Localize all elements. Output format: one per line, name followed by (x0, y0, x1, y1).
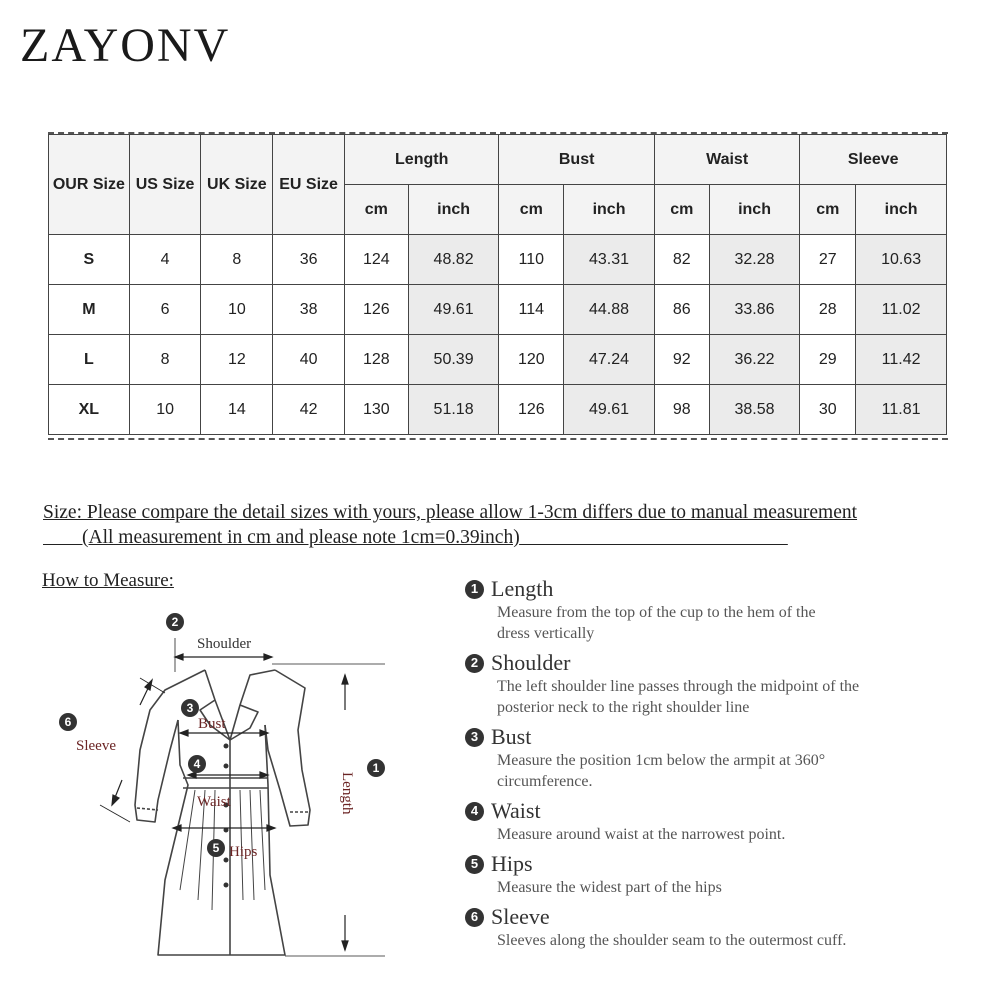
eu-size-cell: 36 (273, 235, 345, 285)
uk-size-cell: 14 (201, 385, 273, 435)
length-inch-cell: 50.39 (408, 335, 499, 385)
uk-size-cell: 8 (201, 235, 273, 285)
number-3-icon: 3 (465, 728, 484, 747)
sleeve-inch-cell: 11.42 (856, 335, 947, 385)
step-shoulder (465, 650, 985, 718)
how-to-measure-title: How to Measure: (42, 570, 174, 591)
length-cm-cell: 126 (344, 285, 408, 335)
waist-inch-cell: 38.58 (709, 385, 800, 435)
header-length: Length (344, 135, 498, 185)
waist-cm-cell: 98 (654, 385, 709, 435)
label-waist: Waist (197, 794, 231, 810)
uk-size-cell: 10 (201, 285, 273, 335)
conversion-text: (All measurement in cm and please note 1cm=0.39inch) (82, 527, 520, 548)
label-shoulder: Shoulder (197, 636, 252, 652)
bust-cm-cell: 120 (499, 335, 564, 385)
label-sleeve: Sleeve (76, 738, 116, 754)
header-eu-size: EU Size (273, 135, 345, 235)
table-row (49, 235, 947, 285)
size-cell: XL (49, 385, 130, 435)
table-row (49, 385, 947, 435)
label-bust: Bust (198, 716, 226, 732)
header-waist: Waist (654, 135, 800, 185)
header-length-cm: cm (344, 185, 408, 235)
diagram-num-4-text: 4 (193, 757, 201, 771)
length-cm-cell: 128 (344, 335, 408, 385)
header-bust: Bust (499, 135, 654, 185)
step-title: Bust (491, 724, 532, 749)
length-cm-cell: 124 (344, 235, 408, 285)
step-waist (465, 798, 985, 845)
bust-inch-cell: 49.61 (564, 385, 655, 435)
size-cell: L (49, 335, 130, 385)
step-hips (465, 851, 985, 898)
header-sleeve-cm: cm (800, 185, 856, 235)
size-chart (48, 132, 948, 440)
dress-diagram (40, 600, 420, 980)
table-row (49, 335, 947, 385)
bust-cm-cell: 126 (499, 385, 564, 435)
eu-size-cell: 38 (273, 285, 345, 335)
header-uk-size: UK Size (201, 135, 273, 235)
length-cm-cell: 130 (344, 385, 408, 435)
measure-steps (465, 576, 985, 957)
sleeve-inch-cell: 11.02 (856, 285, 947, 335)
bust-inch-cell: 44.88 (564, 285, 655, 335)
number-4-icon: 4 (465, 802, 484, 821)
size-cell: S (49, 235, 130, 285)
step-title: Waist (491, 798, 541, 823)
step-bust (465, 724, 985, 792)
step-description: The left shoulder line passes through the midpoint of the posterior neck to the right shoulder line (497, 678, 860, 716)
label-length: Length (339, 772, 355, 815)
bust-cm-cell: 110 (499, 235, 564, 285)
diagram-num-5-text: 5 (212, 841, 220, 855)
number-6-icon: 6 (465, 908, 484, 927)
uk-size-cell: 12 (201, 335, 273, 385)
table-row (49, 285, 947, 335)
number-5-icon: 5 (465, 855, 484, 874)
header-sleeve-inch: inch (856, 185, 947, 235)
us-size-cell: 10 (129, 385, 201, 435)
eu-size-cell: 42 (273, 385, 345, 435)
us-size-cell: 4 (129, 235, 201, 285)
step-description: Measure the position 1cm below the armpit at 360° circumference. (497, 752, 826, 790)
length-inch-cell: 49.61 (408, 285, 499, 335)
size-note-conversion (43, 525, 788, 550)
waist-inch-cell: 32.28 (709, 235, 800, 285)
us-size-cell: 6 (129, 285, 201, 335)
sleeve-cm-cell: 27 (800, 235, 856, 285)
length-inch-cell: 51.18 (408, 385, 499, 435)
header-length-inch: inch (408, 185, 499, 235)
waist-cm-cell: 92 (654, 335, 709, 385)
number-1-icon: 1 (465, 580, 484, 599)
diagram-num-3-text: 3 (186, 701, 194, 715)
brand-logo: ZAYONV (20, 19, 231, 72)
header-us-size: US Size (129, 135, 201, 235)
diagram-num-1-text: 1 (372, 761, 380, 775)
size-cell: M (49, 285, 130, 335)
step-title: Sleeve (491, 904, 550, 929)
waist-cm-cell: 82 (654, 235, 709, 285)
waist-cm-cell: 86 (654, 285, 709, 335)
header-our-size: OUR Size (49, 135, 130, 235)
sleeve-cm-cell: 30 (800, 385, 856, 435)
bust-cm-cell: 114 (499, 285, 564, 335)
bust-inch-cell: 43.31 (564, 235, 655, 285)
us-size-cell: 8 (129, 335, 201, 385)
number-2-icon: 2 (465, 654, 484, 673)
sleeve-inch-cell: 10.63 (856, 235, 947, 285)
length-inch-cell: 48.82 (408, 235, 499, 285)
header-waist-inch: inch (709, 185, 800, 235)
header-sleeve: Sleeve (800, 135, 947, 185)
diagram-num-2-text: 2 (171, 615, 179, 629)
step-description: Sleeves along the shoulder seam to the outermost cuff. (497, 932, 847, 949)
step-title: Length (491, 576, 554, 601)
sleeve-cm-cell: 29 (800, 335, 856, 385)
step-description: Measure the widest part of the hips (497, 879, 722, 896)
diagram-num-6-text: 6 (64, 715, 72, 729)
bust-inch-cell: 47.24 (564, 335, 655, 385)
step-sleeve (465, 904, 985, 951)
header-waist-cm: cm (654, 185, 709, 235)
step-length (465, 576, 985, 644)
dress-illustration (40, 600, 420, 980)
step-title: Shoulder (491, 650, 571, 675)
waist-inch-cell: 33.86 (709, 285, 800, 335)
waist-inch-cell: 36.22 (709, 335, 800, 385)
step-title: Hips (491, 851, 533, 876)
step-description: Measure from the top of the cup to the hem of the dress vertically (497, 604, 816, 642)
size-table (48, 134, 947, 435)
label-hips: Hips (229, 844, 258, 860)
eu-size-cell: 40 (273, 335, 345, 385)
step-description: Measure around waist at the narrowest point. (497, 826, 786, 843)
sleeve-inch-cell: 11.81 (856, 385, 947, 435)
size-note: Size: Please compare the detail sizes with yours, please allow 1-3cm differs due to manual measurement (43, 502, 858, 523)
sleeve-cm-cell: 28 (800, 285, 856, 335)
header-bust-inch: inch (564, 185, 655, 235)
header-bust-cm: cm (499, 185, 564, 235)
